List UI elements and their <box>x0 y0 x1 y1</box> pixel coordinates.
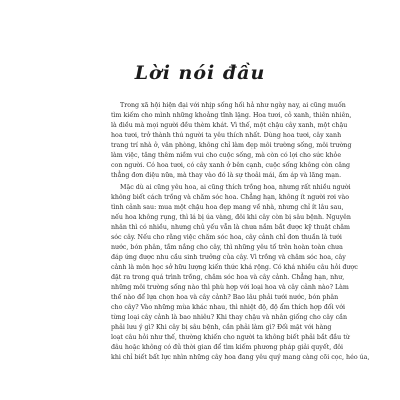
text-line: là điều mà mọi người đều thèm khát. Vì thế, một chậu cây xanh, một chậu <box>111 122 348 129</box>
text-line: loạt câu hỏi như thế, thường khiến cho người ta không biết phải bắt đầu từ <box>111 334 350 341</box>
text-line: cảnh là môn học sở hữu lượng kiến thức khá rộng. Có khá nhiều câu hỏi được <box>111 264 358 271</box>
text-line: sóc cây. Nếu cho rằng việc chăm sóc hoa, cây cảnh chỉ đơn thuần là tưới <box>111 234 342 241</box>
text-line: trang trí nhà ở, văn phòng, không chỉ làm đẹp môi trường sống, môi trường <box>111 142 352 149</box>
text-line: không biết cách trồng và chăm sóc hoa. Chẳng hạn, không ít người rơi vào <box>111 194 350 201</box>
text-line: những môi trường sống nào thì phù hợp với loại hoa và cây cảnh nào? Làm <box>111 284 349 291</box>
paragraph-2 <box>111 183 370 363</box>
text-line: cho cây? Vào những mùa khác nhau, thì nhiệt độ, độ ẩm thích hợp đối với <box>111 304 346 311</box>
text-line: Trong xã hội hiện đại với nhịp sống hối hả như ngày nay, ai cũng muốn <box>120 102 346 109</box>
page-title: Lời nói đầu <box>134 62 266 84</box>
text-line: đáp ứng được nhu cầu sinh trưởng của cây. Vì trồng và chăm sóc hoa, cây <box>111 254 346 261</box>
text-line: làm việc, tăng thêm niềm vui cho cuộc sống, mà còn có lợi cho sức khỏe <box>111 152 342 159</box>
text-line: thẳng đơn điệu nữa, mà thay vào đó là sự thoải mái, ấm áp và lãng mạn. <box>111 172 342 179</box>
text-line: nếu hoa không rụng, thì lá bị úa vàng, đôi khi cây còn bị sâu bệnh. Nguyên <box>111 214 351 221</box>
text-line: phải lưu ý gì? Khi cây bị sâu bệnh, cần phải làm gì? Đối mặt với hàng <box>111 324 332 331</box>
text-line: tìm kiếm cho mình những khoảng tĩnh lặng. Hoa tươi, cỏ xanh, thiên nhiên, <box>111 112 352 119</box>
paragraph-1 <box>111 101 352 181</box>
text-line: từng loại cây cảnh là bao nhiêu? Khi thay chậu và nhân giống cho cây cần <box>111 314 348 321</box>
text-line: con người. Có hoa tươi, có cây xanh ở bên cạnh, cuộc sống không còn căng <box>111 162 351 169</box>
text-line: Mặc dù ai cũng yêu hoa, ai cũng thích trồng hoa, nhưng rất nhiều người <box>120 184 351 191</box>
text-line: tình cảnh sau: mua một chậu hoa đẹp mang về nhà, nhưng chỉ ít lâu sau, <box>111 204 344 211</box>
text-line: nhân thì có nhiều, nhưng chủ yếu vẫn là chưa nắm bắt được kỹ thuật chăm <box>111 224 351 231</box>
text-line: hoa tươi, trở thành thú người ta yêu thích nhất. Dùng hoa tươi, cây xanh <box>111 132 342 139</box>
body-text <box>111 101 370 365</box>
text-line: khi chỉ biết bất lực nhìn những cây hoa đang yêu quý mang càng cõi cọc, héo úa, <box>111 354 370 361</box>
text-line: đặt ra trong quá trình trồng, chăm sóc hoa và cây cảnh. Chẳng hạn, như, <box>111 274 345 281</box>
text-line: nước, bón phân, tắm nắng cho cây, thì những yêu tố trên hoàn toàn chưa <box>111 244 343 251</box>
text-line: đâu hoặc không có đủ thời gian để tìm kiếm phương pháp giải quyết, đôi <box>111 344 344 351</box>
text-line: thế nào để lựa chọn hoa và cây cảnh? Bao lâu phải tưới nước, bón phân <box>111 294 339 301</box>
